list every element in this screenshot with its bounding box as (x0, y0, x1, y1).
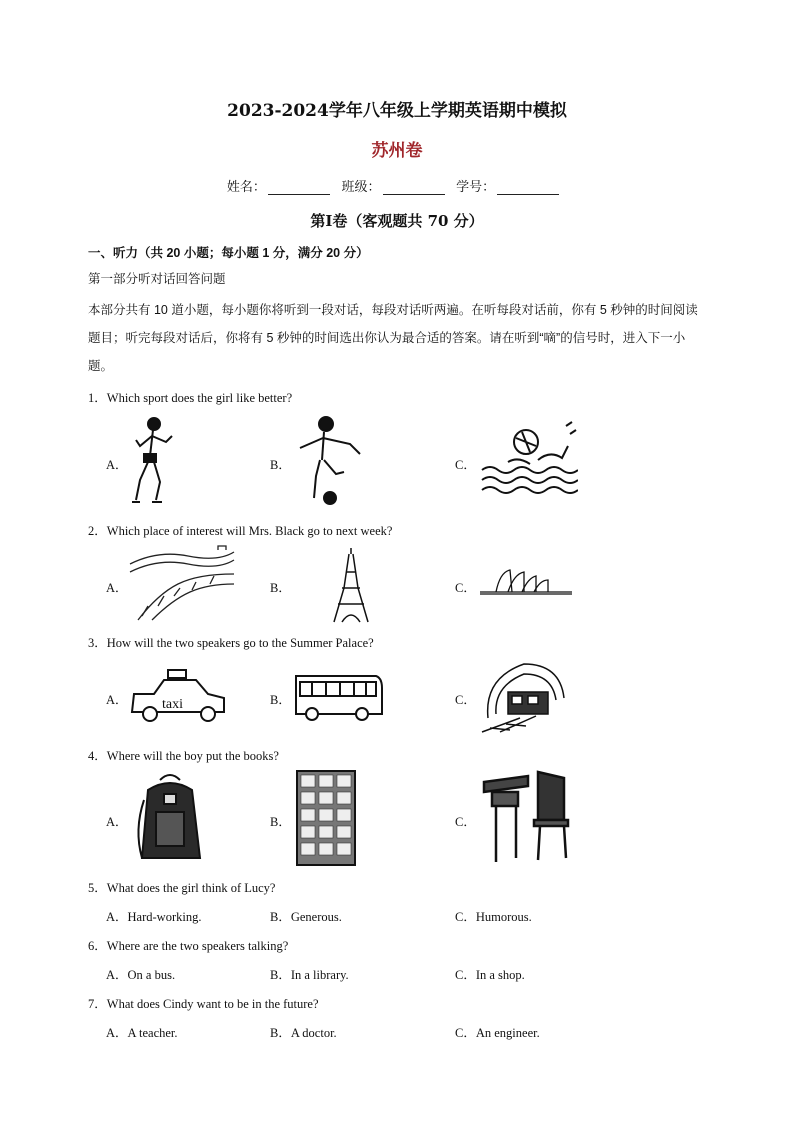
sydney-opera-house-image (478, 568, 574, 596)
option-c-label[interactable]: C． (455, 815, 476, 829)
question-text: Where will the boy put the books? (106, 749, 279, 763)
question-text: Which sport does the girl like better? (106, 391, 293, 405)
question-number: 3． (88, 636, 107, 650)
id-blank[interactable] (497, 182, 559, 195)
question-2 (88, 521, 392, 539)
name-label: 姓名： (226, 179, 266, 194)
question-text: What does Cindy want to be in the future? (106, 997, 319, 1011)
question-5 (88, 878, 275, 896)
taxi-image (128, 668, 228, 724)
soccer-player-image (292, 414, 364, 506)
option-c[interactable]: C．An engineer. (455, 1026, 540, 1040)
option-c-label[interactable]: C． (455, 693, 476, 707)
option-b[interactable]: B．Generous. (270, 910, 342, 924)
option-a-label[interactable]: A． (106, 815, 128, 829)
question-text: What does the girl think of Lucy? (106, 881, 276, 895)
question-6 (88, 936, 288, 954)
option-a-label[interactable]: A． (106, 458, 128, 472)
question-1 (88, 388, 292, 406)
option-a[interactable]: A．A teacher. (106, 1026, 178, 1040)
question-number: 5． (88, 881, 107, 895)
bookshelf-image (296, 770, 356, 866)
question-number: 6． (88, 939, 107, 953)
class-blank[interactable] (383, 182, 445, 195)
option-c-label[interactable]: C． (455, 581, 476, 595)
option-a[interactable]: A．Hard-working. (106, 910, 202, 924)
student-info-line (0, 176, 794, 195)
exam-region-subtitle: 苏州卷 (371, 141, 423, 161)
runner-image (128, 414, 178, 506)
name-blank[interactable] (268, 182, 330, 195)
question-number: 1． (88, 391, 107, 405)
question-text: Where are the two speakers talking? (106, 939, 289, 953)
option-a-label[interactable]: A． (106, 581, 128, 595)
option-c-label[interactable]: C． (455, 458, 476, 472)
question-number: 7． (88, 997, 107, 1011)
subway-train-image (480, 658, 566, 734)
option-c[interactable]: C．Humorous. (455, 910, 532, 924)
question-text: Which place of interest will Mrs. Black go to next week? (106, 524, 393, 538)
option-a-label[interactable]: A． (106, 693, 128, 707)
swimmer-image (478, 420, 578, 502)
section-instruction: 本部分共有 10 道小题，每小题你将听到一段对话，每段对话听两遍。在听每段对话前，你有 5 秒钟的时间阅读题目；听完每段对话后，你将有 5 秒钟的时间选出你认为最合适的答案。请在听到“嘀”的信号时，进入下一小题。 (88, 303, 698, 373)
question-number: 2． (88, 524, 107, 538)
option-b-label[interactable]: B． (270, 458, 291, 472)
question-4 (88, 746, 279, 764)
taxi-sign-text: taxi (162, 697, 183, 712)
great-wall-image (128, 544, 236, 622)
option-a[interactable]: A．On a bus. (106, 968, 176, 982)
id-label: 学号： (456, 179, 496, 194)
question-number: 4． (88, 749, 107, 763)
exam-title: 2023-2024学年八年级上学期英语期中模拟 (227, 101, 567, 121)
part-title: 第I卷（客观题共 70 分） (310, 212, 484, 230)
question-text: How will the two speakers go to the Summer Palace? (106, 636, 374, 650)
option-b-label[interactable]: B． (270, 815, 291, 829)
eiffel-tower-image (330, 548, 372, 624)
option-c[interactable]: C．In a shop. (455, 968, 525, 982)
bus-image (292, 668, 384, 724)
option-b[interactable]: B．In a library. (270, 968, 349, 982)
class-label: 班级： (341, 179, 381, 194)
desk-and-chair-image (480, 770, 572, 866)
option-b-label[interactable]: B． (270, 693, 291, 707)
question-3 (88, 633, 374, 651)
section-subheading: 第一部分听对话回答问题 (88, 272, 226, 286)
option-b-label[interactable]: B． (270, 581, 291, 595)
backpack-image (130, 770, 210, 866)
question-7 (88, 994, 319, 1012)
option-b[interactable]: B．A doctor. (270, 1026, 337, 1040)
section-heading: 一、听力（共 20 小题；每小题 1 分，满分 20 分） (88, 246, 369, 260)
